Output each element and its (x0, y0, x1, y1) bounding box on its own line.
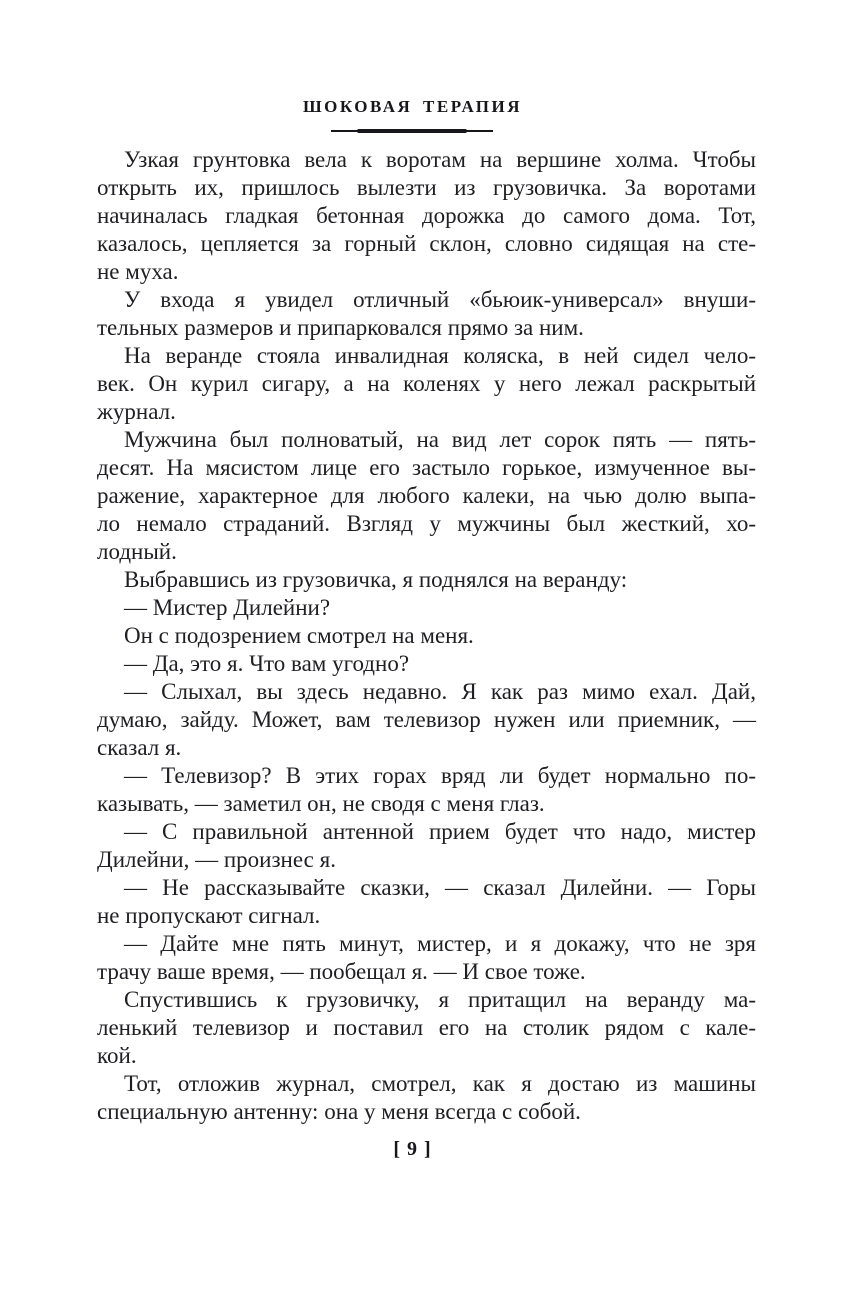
text-line: У входа я увидел отличный «бьюик-универсал» внуши- (124, 287, 756, 312)
paragraph (97, 1070, 756, 1126)
text-line: журнал. (97, 399, 176, 424)
text-line: век. Он курил сигару, а на коленях у него лежал раскрытый (97, 371, 756, 396)
text-line: — С правильной антенной прием будет что надо, мистер (124, 819, 756, 844)
page-number: [ 9 ] (393, 1138, 432, 1160)
text-line: специальную антенну: она у меня всегда с собой. (97, 1099, 581, 1124)
text-line: открыть их, пришлось вылезти из грузовичка. За воротами (97, 175, 756, 200)
text-line: трачу ваше время, — пообещал я. — И свое тоже. (97, 959, 586, 984)
text-line: — Телевизор? В этих горах вряд ли будет нормально по- (124, 763, 756, 788)
section-divider-rule (331, 127, 493, 135)
text-line: казывать, — заметил он, не сводя с меня глаз. (97, 791, 545, 816)
paragraph (97, 678, 756, 762)
paragraph (97, 286, 756, 342)
paragraph (97, 566, 756, 594)
paragraph (97, 342, 756, 426)
chapter-running-head: ШОКОВАЯ ТЕРАПИЯ (302, 97, 523, 116)
paragraph (97, 594, 756, 622)
paragraph (97, 762, 756, 818)
paragraph (97, 622, 756, 650)
text-line: На веранде стояла инвалидная коляска, в ней сидел чело- (124, 343, 756, 368)
text-line: Узкая грунтовка вела к воротам на вершине холма. Чтобы (124, 147, 756, 172)
text-line: кой. (97, 1043, 137, 1068)
text-line: думаю, зайду. Может, вам телевизор нужен или приемник, — (97, 707, 756, 732)
text-block (97, 146, 756, 1126)
paragraph (97, 818, 756, 874)
text-line: ленький телевизор и поставил его на столик рядом с кале- (97, 1015, 756, 1040)
text-line: — Дайте мне пять минут, мистер, и я докажу, что не зря (124, 931, 756, 956)
text-line: сказал я. (97, 735, 182, 760)
text-line: Мужчина был полноватый, на вид лет сорок пять — пять- (124, 427, 756, 452)
paragraph (97, 146, 756, 286)
paragraph (97, 986, 756, 1070)
text-line: — Да, это я. Что вам угодно? (124, 651, 410, 676)
paragraph (97, 426, 756, 566)
paragraph (97, 650, 756, 678)
text-line: Спустившись к грузовичку, я притащил на веранду ма- (124, 987, 756, 1012)
text-line: лодный. (97, 539, 177, 564)
text-line: начиналась гладкая бетонная дорожка до самого дома. Тот, (97, 203, 756, 228)
text-line: — Не рассказывайте сказки, — сказал Дилейни. — Горы (124, 875, 756, 900)
text-line: — Мистер Дилейни? (124, 595, 331, 620)
text-line: ло немало страданий. Взгляд у мужчины был жесткий, хо- (97, 511, 756, 536)
paragraph (97, 930, 756, 986)
text-line: тельных размеров и припарковался прямо за ним. (97, 315, 584, 340)
divider-thick-bar (357, 129, 467, 133)
text-line: не муха. (97, 259, 179, 284)
text-line: не пропускают сигнал. (97, 903, 321, 928)
text-line: Он с подозрением смотрел на меня. (124, 623, 474, 648)
paragraph (97, 874, 756, 930)
text-line: Выбравшись из грузовичка, я поднялся на веранду: (124, 567, 628, 592)
text-line: казалось, цепляется за горный склон, словно сидящая на сте- (97, 231, 756, 256)
text-line: Тот, отложив журнал, смотрел, как я достаю из машины (124, 1071, 756, 1096)
text-line: ражение, характерное для любого калеки, на чью долю выпа- (97, 483, 756, 508)
text-line: десят. На мясистом лице его застыло горькое, измученное вы- (97, 455, 756, 480)
text-line: Дилейни, — произнес я. (97, 847, 336, 872)
text-line: — Слыхал, вы здесь недавно. Я как раз мимо ехал. Дай, (124, 679, 756, 704)
